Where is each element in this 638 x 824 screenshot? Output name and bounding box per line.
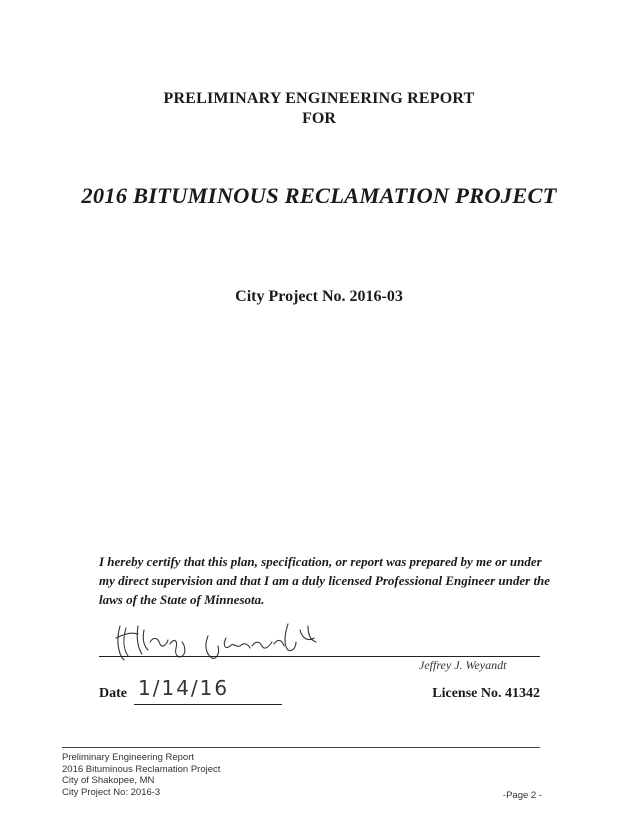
signature-line [99,656,540,657]
footer-divider [62,747,540,748]
footer-line: City of Shakopee, MN [62,775,155,786]
handwritten-date: 1/14/16 [138,676,230,700]
signer-name: Jeffrey J. Weyandt [419,658,507,672]
footer-line: Preliminary Engineering Report [62,752,195,763]
date-line [134,704,282,705]
project-name: 2016 BITUMINOUS RECLAMATION PROJECT [81,183,557,208]
footer-line: 2016 Bituminous Reclamation Project [62,763,221,775]
page-number: -Page 2 - [502,790,542,801]
project-number: City Project No. 2016-03 [235,288,403,305]
report-title: PRELIMINARY ENGINEERING REPORT [163,90,475,107]
certification-statement: I hereby certify that this plan, specification, or report was prepared by me or under my direct supervision and that I am a duly licensed Professional Engineer under the laws of the State of Minnesota. [99,554,551,607]
license-number: License No. 41342 [432,686,540,701]
report-title-for: FOR [302,110,336,127]
footer-info [62,752,220,798]
footer-line: City Project No: 2016-3 [62,786,161,798]
date-label: Date [99,686,127,701]
